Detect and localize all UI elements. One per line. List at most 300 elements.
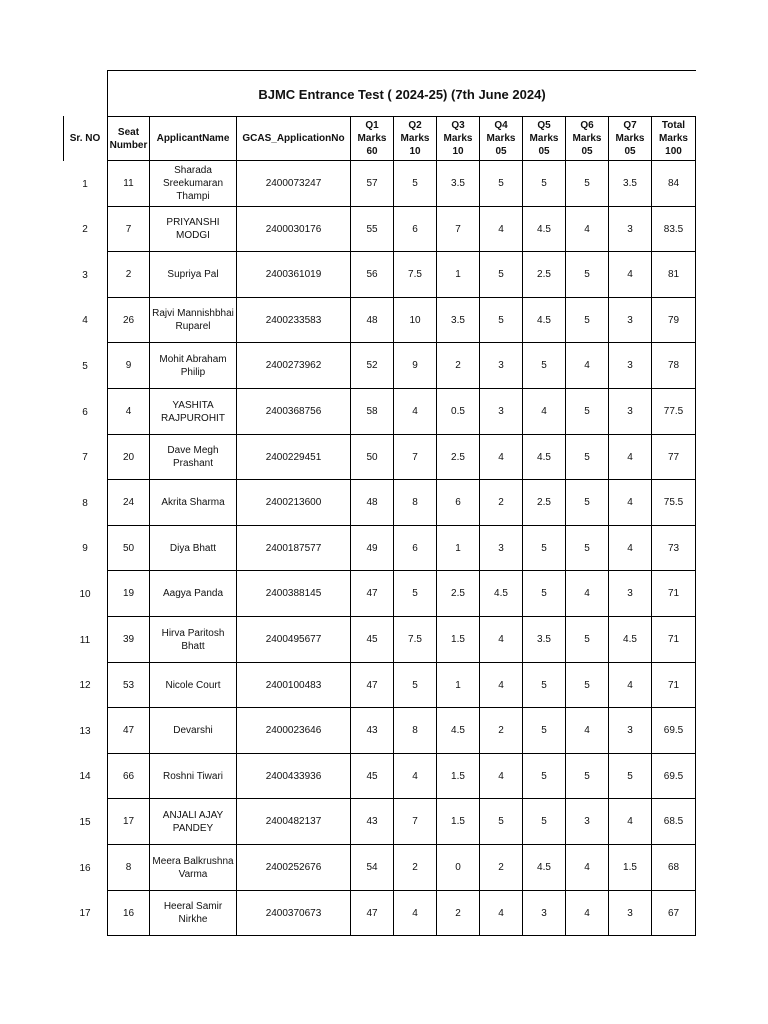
header-label [616,119,645,158]
cell-gcas-application-no [237,754,351,799]
cell-value: 69.5 [663,725,684,736]
cell-value: 4 [412,907,418,919]
cell-q7-marks [609,480,652,526]
cell-value: 7 [82,452,88,463]
cell-q3-marks [437,571,480,617]
cell-gcas-application-no [237,343,351,389]
header-line: GCAS_ApplicationNo [242,133,345,144]
cell-q4-marks [480,754,523,799]
cell-q1-marks [351,754,394,799]
cell-value: 4 [412,406,418,417]
header-line: 60 [366,146,378,157]
header-q1-marks [351,116,394,161]
cell-q3-marks [437,617,480,663]
cell-value: 24 [122,497,135,508]
cell-value: 71 [667,588,680,599]
cell-value: 9 [412,360,418,371]
cell-gcas-application-no [237,161,351,207]
header-line: Q5 [537,120,551,131]
cell-applicant-name [150,754,237,799]
header-gcas-application-no [237,116,351,161]
cell-value: 77 [667,451,680,463]
cell-value: 9 [82,543,88,554]
cell-q7-marks [609,799,652,845]
cell-value: 5 [82,360,88,372]
cell-q1-marks [351,891,394,936]
cell-value: 2400187577 [265,542,322,554]
cell-value: 2400495677 [265,634,322,645]
cell-gcas-application-no [237,891,351,936]
cell-value: 3.5 [537,634,551,645]
cell-q7-marks [609,708,652,754]
cell-total-marks [652,298,696,343]
cell-value: 5 [541,588,547,599]
cell-seat-number [107,663,150,708]
header-applicant-name [150,116,237,161]
cell-q2-marks [394,389,437,435]
cell-applicant-name [150,435,237,480]
cell-value: 2 [125,269,132,280]
cell-q7-marks [609,663,652,708]
cell-q1-marks [351,389,394,435]
cell-value: 50 [122,542,135,554]
header-line: Marks [659,133,688,144]
cell-q6-marks [566,891,609,936]
header-label [242,132,344,145]
cell-value: 39 [122,634,135,645]
header-line: 05 [495,146,507,157]
cell-value: 3 [627,314,633,326]
cell-value: 2400073247 [265,178,322,189]
cell-value: 1.5 [451,634,465,645]
cell-value: 84 [667,178,680,189]
cell-seat-number [107,298,150,343]
cell-q4-marks [480,161,523,207]
cell-seat-number [107,480,150,526]
header-label [358,119,387,158]
cell-q3-marks [437,343,480,389]
cell-q4-marks [480,207,523,252]
cell-value: 12 [79,680,91,691]
cell-total-marks [652,799,696,845]
cell-value: 5 [412,178,418,189]
cell-applicant-name [150,343,237,389]
cell-q1-marks [351,663,394,708]
header-label [70,132,101,145]
header-line: Q6 [580,120,594,131]
cell-value: 3.5 [623,178,637,189]
cell-value: Supriya Pal [167,269,219,280]
cell-q6-marks [566,298,609,343]
cell-q7-marks [609,571,652,617]
cell-q1-marks [351,161,394,207]
cell-sr-no [63,389,107,435]
cell-value: 3 [627,406,633,417]
cell-value: 2 [498,725,504,736]
cell-applicant-name [150,799,237,845]
cell-applicant-name [150,526,237,571]
header-line: Marks [400,133,430,144]
cell-value: 1.5 [451,770,465,782]
cell-q4-marks [480,480,523,526]
cell-q4-marks [480,343,523,389]
cell-value: 48 [366,314,378,326]
cell-q6-marks [566,799,609,845]
cell-value: 5 [541,770,547,782]
header-line: ApplicantName [156,133,230,144]
cell-gcas-application-no [237,663,351,708]
cell-seat-number [107,343,150,389]
cell-value: 17 [122,816,135,827]
cell-value: 50 [366,451,378,463]
cell-value: 4 [82,315,88,326]
cell-q6-marks [566,435,609,480]
cell-value: 2400100483 [265,679,322,691]
cell-value: 10 [409,314,421,326]
cell-total-marks [652,389,696,435]
header-line: Marks [529,133,559,144]
cell-q6-marks [566,161,609,207]
cell-value: 4.5 [537,862,551,873]
header-line: Marks [486,133,516,144]
header-line: Marks [443,133,473,144]
cell-value: 3 [82,269,88,281]
cell-q6-marks [566,754,609,799]
cell-q5-marks [523,571,566,617]
cell-q6-marks [566,617,609,663]
cell-q7-marks [609,389,652,435]
cell-value: 7 [412,816,418,827]
cell-seat-number [107,252,150,298]
cell-value: 5 [412,588,418,599]
cell-sr-no [63,298,107,343]
cell-q4-marks [480,663,523,708]
cell-total-marks [652,161,696,207]
cell-q4-marks [480,252,523,298]
header-line: Q3 [451,120,465,131]
cell-q5-marks [523,207,566,252]
cell-applicant-name [150,708,237,754]
cell-value: 2 [498,497,504,508]
cell-value: 1 [455,542,461,554]
cell-q3-marks [437,754,480,799]
cell-value: 47 [366,679,378,691]
cell-value: 7 [455,223,461,235]
cell-q1-marks [351,207,394,252]
cell-q2-marks [394,891,437,936]
cell-value: 10 [79,588,91,600]
cell-total-marks [652,480,696,526]
cell-q6-marks [566,571,609,617]
cell-applicant-name [150,207,237,252]
cell-value: 2400233583 [265,314,322,326]
cell-q4-marks [480,708,523,754]
cell-q5-marks [523,617,566,663]
cell-sr-no [63,252,107,298]
cell-value: 19 [122,588,135,599]
cell-seat-number [107,799,150,845]
cell-value: 48 [366,497,378,508]
cell-q1-marks [351,571,394,617]
cell-q2-marks [394,845,437,891]
cell-q5-marks [523,799,566,845]
cell-value: 4.5 [537,223,551,235]
cell-value: 5 [584,406,590,417]
header-q3-marks [437,116,480,161]
cell-q1-marks [351,708,394,754]
cell-q7-marks [609,298,652,343]
cell-sr-no [63,617,107,663]
cell-value: 5 [498,178,504,189]
cell-sr-no [63,663,107,708]
header-label [530,119,559,158]
cell-q3-marks [437,435,480,480]
cell-applicant-name [150,845,237,891]
cell-sr-no [63,480,107,526]
cell-gcas-application-no [237,617,351,663]
header-line: 05 [538,146,550,157]
cell-total-marks [652,891,696,936]
cell-value: 4 [627,542,633,554]
cell-value: 1 [455,679,461,691]
cell-value: 56 [366,269,378,280]
cell-value: 45 [366,770,378,782]
cell-q4-marks [480,389,523,435]
header-label [401,119,430,158]
cell-value: 5 [584,542,590,554]
cell-gcas-application-no [237,435,351,480]
cell-value: 3 [541,907,547,919]
cell-value: 1 [82,178,88,190]
cell-q5-marks [523,708,566,754]
cell-value: 47 [366,907,378,919]
cell-gcas-application-no [237,526,351,571]
cell-value: 57 [366,178,378,189]
cell-gcas-application-no [237,799,351,845]
cell-value: 2400252676 [265,862,322,873]
cell-q4-marks [480,298,523,343]
cell-value: Dave Megh Prashant [167,445,219,469]
cell-gcas-application-no [237,389,351,435]
cell-value: 73 [667,542,680,554]
cell-value: 4 [541,406,547,417]
cell-applicant-name [150,891,237,936]
cell-value: YASHITA RAJPUROHIT [161,399,225,424]
cell-q2-marks [394,708,437,754]
cell-value: 2400433936 [265,770,322,782]
cell-q1-marks [351,526,394,571]
cell-seat-number [107,891,150,936]
cell-q7-marks [609,845,652,891]
cell-q2-marks [394,754,437,799]
cell-q6-marks [566,343,609,389]
cell-sr-no [63,343,107,389]
cell-q5-marks [523,754,566,799]
cell-q3-marks [437,845,480,891]
cell-q1-marks [351,480,394,526]
cell-seat-number [107,845,150,891]
header-label [110,126,148,152]
cell-applicant-name [150,480,237,526]
cell-q7-marks [609,435,652,480]
cell-q7-marks [609,617,652,663]
cell-value: 55 [366,223,378,235]
cell-value: 1 [455,269,461,280]
cell-value: 45 [366,634,378,645]
cell-value: 4.5 [623,634,637,645]
cell-total-marks [652,617,696,663]
header-line: Marks [357,133,387,144]
header-line: Total [661,120,686,131]
cell-q1-marks [351,799,394,845]
cell-value: 1.5 [623,862,637,873]
cell-total-marks [652,252,696,298]
cell-sr-no [63,207,107,252]
cell-value: 11 [123,178,134,189]
cell-value: 4 [498,679,504,691]
cell-value: 49 [366,542,378,554]
cell-value: 5 [541,542,547,554]
cell-value: 8 [82,497,88,509]
cell-value: 5 [627,770,633,782]
cell-value: 78 [667,360,680,371]
cell-value: 2.5 [451,451,465,463]
cell-value: 3 [627,907,633,919]
cell-q6-marks [566,526,609,571]
cell-value: Roshni Tiwari [162,770,224,782]
cell-value: 4 [627,497,633,508]
cell-q3-marks [437,799,480,845]
cell-value: 4 [498,451,504,463]
cell-value: 47 [366,588,378,599]
cell-q2-marks [394,252,437,298]
cell-value: 9 [125,360,132,371]
cell-sr-no [63,891,107,936]
cell-q7-marks [609,754,652,799]
cell-value: 3.5 [451,314,465,326]
header-line: 05 [581,146,593,157]
cell-q3-marks [437,252,480,298]
cell-value: 4 [627,451,633,463]
cell-total-marks [652,526,696,571]
sheet-title: BJMC Entrance Test ( 2024-25) (7th June 2024) [258,86,546,102]
cell-value: 79 [667,314,680,326]
cell-value: 4 [498,634,504,645]
cell-seat-number [107,389,150,435]
cell-applicant-name [150,252,237,298]
cell-q2-marks [394,799,437,845]
cell-value: 4 [584,862,590,873]
cell-value: Akrita Sharma [161,497,225,508]
cell-value: 5 [584,314,590,326]
cell-q6-marks [566,663,609,708]
cell-q1-marks [351,845,394,891]
cell-value: 4.5 [451,725,465,736]
cell-value: 4 [627,816,633,827]
cell-value: Nicole Court [165,679,221,691]
cell-value: 6 [412,542,418,554]
cell-q7-marks [609,343,652,389]
header-label [444,119,473,158]
cell-value: 5 [584,178,590,189]
cell-q1-marks [351,343,394,389]
header-line: Q4 [494,120,508,131]
cell-value: 4 [627,269,633,280]
cell-value: 5 [498,314,504,326]
cell-q3-marks [437,480,480,526]
cell-value: 4 [584,588,590,599]
cell-seat-number [107,526,150,571]
cell-value: 6 [412,223,418,235]
cell-value: 5 [541,725,547,736]
cell-gcas-application-no [237,571,351,617]
cell-value: 71 [667,634,680,645]
cell-q4-marks [480,435,523,480]
cell-value: 0.5 [451,406,465,417]
cell-value: 47 [122,725,135,736]
cell-q6-marks [566,480,609,526]
cell-value: 43 [366,725,378,736]
cell-value: 4 [125,406,132,417]
cell-gcas-application-no [237,845,351,891]
cell-seat-number [107,754,150,799]
cell-value: 54 [366,862,378,873]
cell-value: Meera Balkrushna Varma [152,855,234,880]
cell-gcas-application-no [237,480,351,526]
cell-value: 68.5 [663,816,684,827]
cell-q2-marks [394,617,437,663]
cell-q6-marks [566,389,609,435]
cell-value: 3 [627,360,633,371]
cell-q5-marks [523,343,566,389]
cell-value: 3 [627,588,633,599]
cell-value: Heeral Samir Nirkhe [163,901,223,925]
cell-seat-number [107,571,150,617]
cell-q7-marks [609,526,652,571]
cell-gcas-application-no [237,298,351,343]
cell-value: 2400370673 [265,907,322,919]
header-label [573,119,602,158]
cell-q5-marks [523,298,566,343]
cell-value: Diya Bhatt [169,542,217,554]
cell-value: Rajvi Mannishbhai Ruparel [152,308,234,332]
cell-q1-marks [351,298,394,343]
cell-total-marks [652,845,696,891]
cell-value: 14 [79,771,91,782]
header-line: 10 [452,146,464,157]
cell-applicant-name [150,161,237,207]
cell-total-marks [652,663,696,708]
cell-value: 71 [667,679,680,691]
cell-value: 2400213600 [265,497,322,508]
cell-value: 5 [541,679,547,691]
cell-applicant-name [150,617,237,663]
cell-q2-marks [394,663,437,708]
cell-q2-marks [394,435,437,480]
cell-value: Sharada Sreekumaran Thampi [162,165,224,202]
cell-q3-marks [437,298,480,343]
cell-q5-marks [523,252,566,298]
cell-value: 2.5 [537,269,551,280]
cell-q4-marks [480,526,523,571]
cell-sr-no [63,161,107,207]
header-q5-marks [523,116,566,161]
cell-gcas-application-no [237,252,351,298]
cell-value: 5 [584,770,590,782]
header-line: Q2 [408,120,422,131]
header-line: Seat [117,126,140,138]
cell-q3-marks [437,891,480,936]
